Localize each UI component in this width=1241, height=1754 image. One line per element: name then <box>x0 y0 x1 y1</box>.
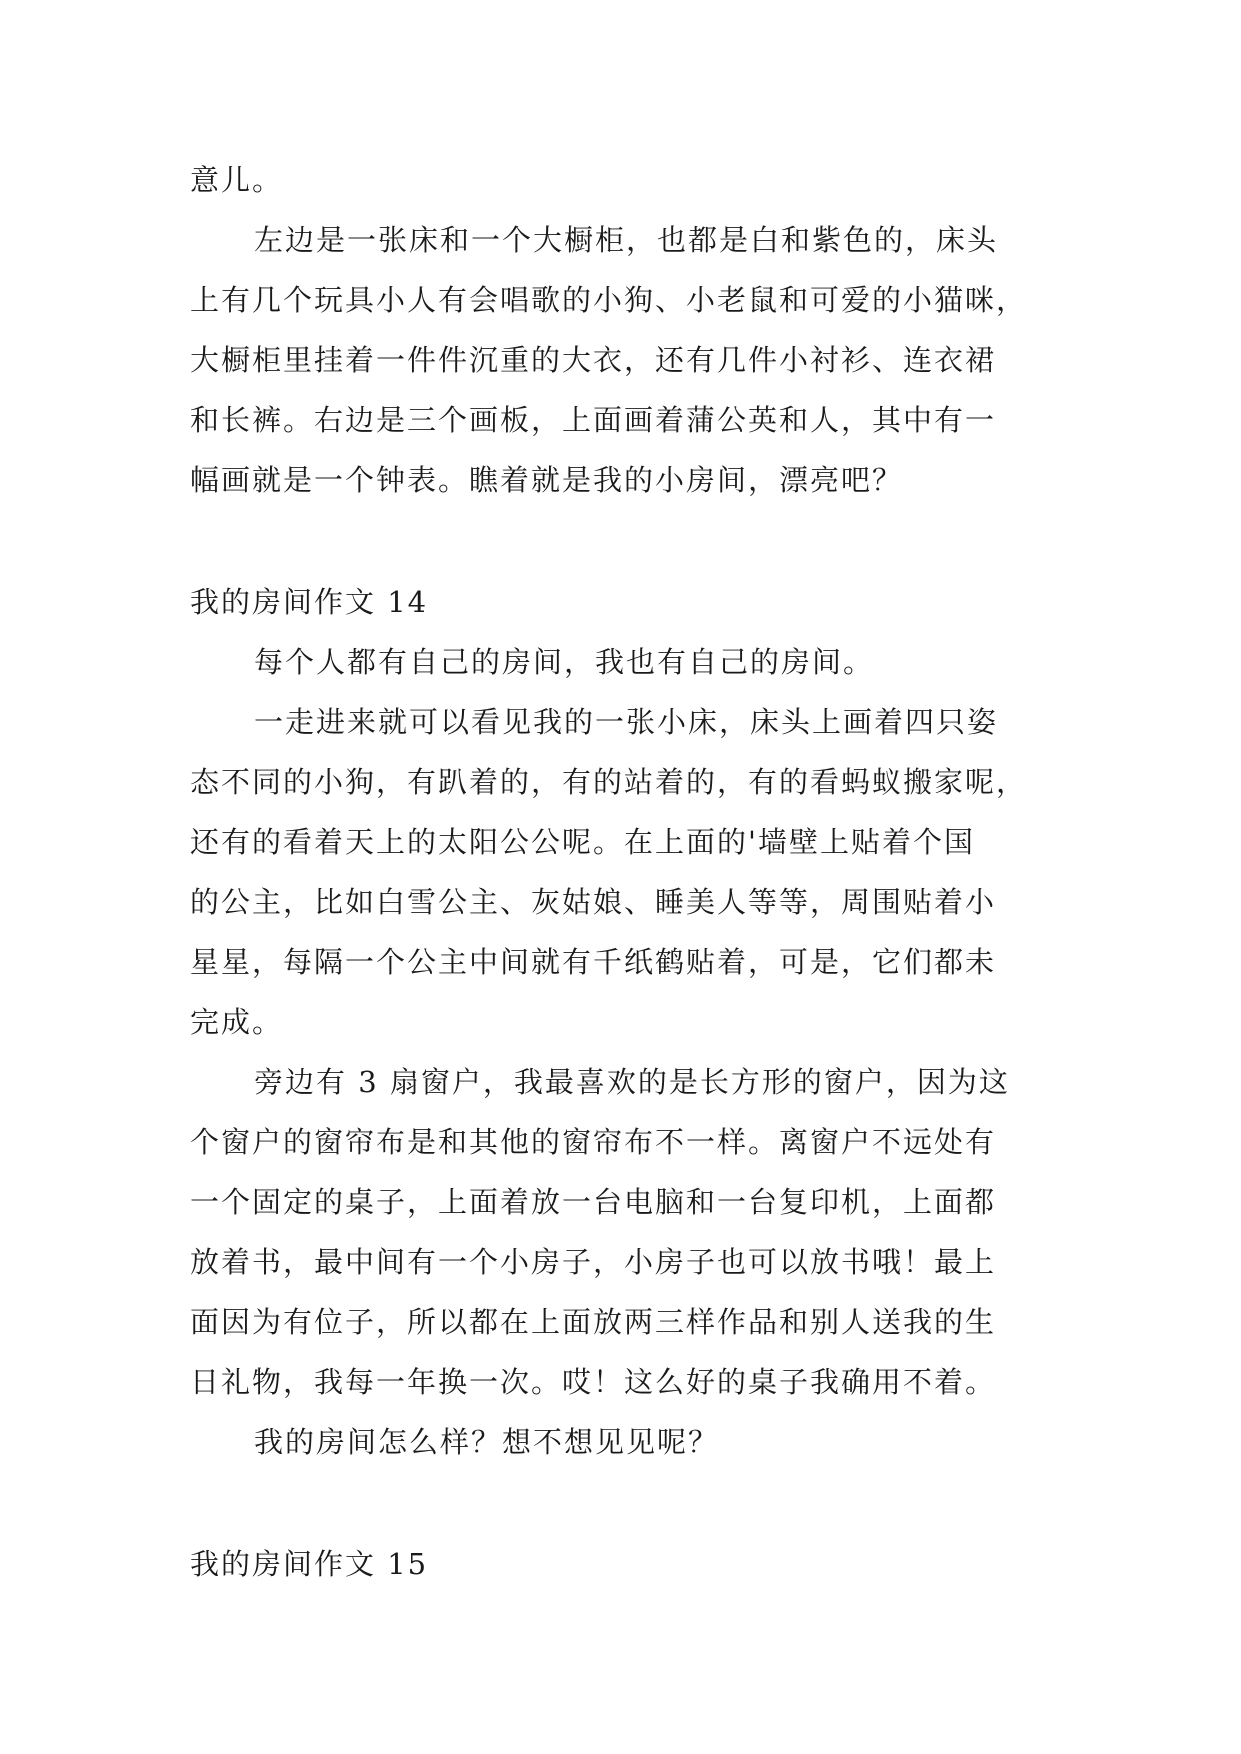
document-page <box>190 150 1080 1594</box>
paragraph-line: 幅画就是一个钟表。瞧着就是我的小房间，漂亮吧？ <box>190 463 904 497</box>
paragraph-line: 我的房间怎么样？想不想见见呢？ <box>254 1425 720 1459</box>
section-title: 我的房间作文 14 <box>190 585 429 619</box>
paragraph-line: 面因为有位子，所以都在上面放两三样作品和别人送我的生 <box>190 1305 997 1339</box>
paragraph <box>190 1412 1080 1472</box>
paragraph-line: 还有的看着天上的太阳公公呢。在上面的'墙壁上贴着个国 <box>190 825 975 859</box>
paragraph-line: 的公主，比如白雪公主、灰姑娘、睡美人等等，周围贴着小 <box>190 885 997 919</box>
paragraph-line: 一个固定的桌子，上面着放一台电脑和一台复印机，上面都 <box>190 1185 997 1219</box>
paragraph-line: 每个人都有自己的房间，我也有自己的房间。 <box>254 645 875 679</box>
paragraph-line: 一走进来就可以看见我的一张小床，床头上画着四只姿 <box>254 705 999 739</box>
paragraph-line: 个窗户的窗帘布是和其他的窗帘布不一样。离窗户不远处有 <box>190 1125 997 1159</box>
continuation-line: 意儿。 <box>190 163 284 197</box>
paragraph-line: 和长裤。右边是三个画板，上面画着蒲公英和人，其中有一 <box>190 403 997 437</box>
paragraph-line: 旁边有 3 扇窗户，我最喜欢的是长方形的窗户，因为这 <box>254 1065 1010 1099</box>
paragraph-line: 态不同的小狗，有趴着的，有的站着的，有的看蚂蚁搬家呢， <box>190 765 1028 799</box>
section-title: 我的房间作文 15 <box>190 1547 429 1581</box>
paragraph-line: 星星，每隔一个公主中间就有千纸鹤贴着，可是，它们都未 <box>190 945 997 979</box>
paragraph-line: 大橱柜里挂着一件件沉重的大衣，还有几件小衬衫、连衣裙 <box>190 343 997 377</box>
paragraph-line: 完成。 <box>190 1005 284 1039</box>
paragraph-line: 放着书，最中间有一个小房子，小房子也可以放书哦！最上 <box>190 1245 997 1279</box>
paragraph <box>190 1052 1080 1412</box>
paragraph <box>190 692 1080 1052</box>
paragraph-line: 上有几个玩具小人有会唱歌的小狗、小老鼠和可爱的小猫咪， <box>190 283 1028 317</box>
paragraph <box>190 210 1080 510</box>
paragraph <box>190 632 1080 692</box>
paragraph-line: 日礼物，我每一年换一次。哎！这么好的桌子我确用不着。 <box>190 1365 997 1399</box>
paragraph-line: 左边是一张床和一个大橱柜，也都是白和紫色的，床头 <box>254 223 999 257</box>
